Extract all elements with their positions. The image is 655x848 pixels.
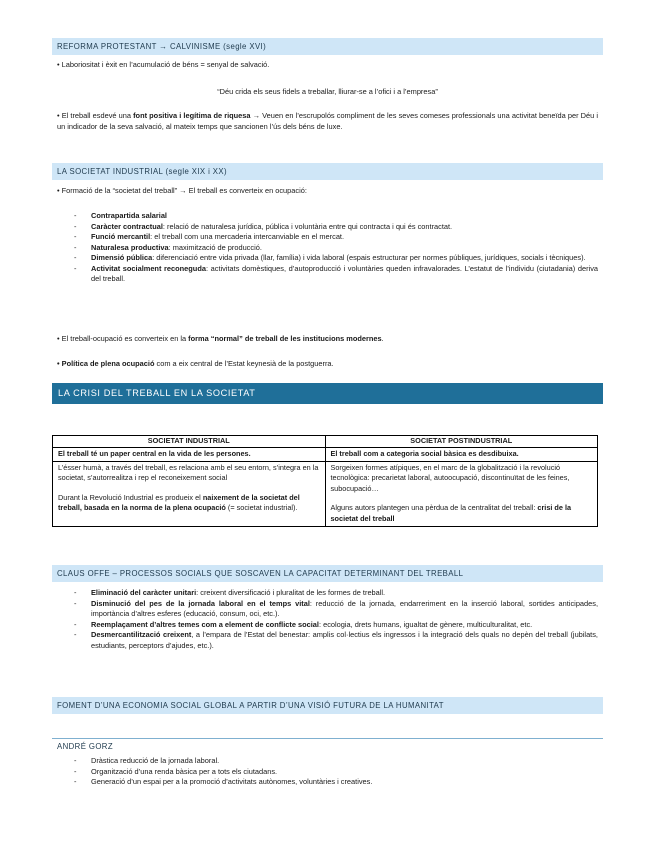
bullet-laboriositat: • Laboriositat i èxit en l’acumulació de béns = senyal de salvació. [57, 60, 270, 69]
list-item: - Dimensió pública: diferenciació entre vida privada (llar, família) i vida laboral (espais estructurar per normes públiques, jurídiques, socials i tècniques). [57, 253, 598, 264]
section-header-societat-industrial: LA SOCIETAT INDUSTRIAL (segle XIX i XX) [52, 163, 603, 180]
table-cell: El treball com a categoria social bàsica es desdibuixa. [325, 447, 598, 461]
bullet-treball-ocupacio: • El treball-ocupació es converteix en la forma “normal” de treball de les institucions modernes. [57, 334, 384, 343]
list-item: - Activitat socialment reconeguda: activitats domèstiques, d’autoproducció i voluntàries queden infravalorades. L’estatut de l’individu (ciutadania) deriva del treball. [57, 264, 598, 285]
list-item: - Eliminació del caràcter unitari: creixent diversificació i pluralitat de les formes de treball. [57, 588, 598, 599]
bullet-formacio: • Formació de la “societat del treball” → El treball es converteix en ocupació: [57, 186, 307, 195]
list-item: - Generació d’un espai per a la promoció d’activitats autònomes, voluntàries i creatives. [57, 777, 598, 788]
list-item: - Contrapartida salarial [57, 211, 598, 222]
table-cell: Sorgeixen formes atípiques, en el marc de la globalització i la revolució tecnològica: precarietat laboral, autoocupació, discontinuïtat de les feines, subocupació… Alguns autors plantegen una pèrdua de la centralitat del treball: crisi de la societat del treball [325, 462, 598, 527]
list-item: - Reemplaçament d’altres temes com a element de conflicte social: ecologia, drets humans, igualtat de gènere, multiculturalitat, etc. [57, 620, 598, 631]
list-item: - Desmercantilització creixent, a l’empara de l’Estat del benestar: amplis col·lectius els ingressos i la integració dels quals no depèn del treball (jubilats, estudiants, perceptors d’ajudes, etc.). [57, 630, 598, 651]
author-heading: ANDRÉ GORZ [52, 738, 603, 752]
list-item: - Organització d’una renda bàsica per a tots els ciutadans. [57, 767, 598, 778]
list-processos-socials [57, 588, 598, 651]
list-item: - Naturalesa productiva: maximització de producció. [57, 243, 598, 254]
list-item: - Disminució del pes de la jornada laboral en el temps vital: reducció de la jornada, endarreriment en la inserció laboral, sortides anticipades, importància d’altres esferes (educació, consum, oci, etc.). [57, 599, 598, 620]
section-header-crisi: LA CRISI DEL TREBALL EN LA SOCIETAT [52, 383, 603, 404]
section-header-claus-offe: CLAUS OFFE – PROCESSOS SOCIALS QUE SOSCAVEN LA CAPACITAT DETERMINANT DEL TREBALL [52, 565, 603, 582]
section-header-reforma: REFORMA PROTESTANT → CALVINISME (segle XVI) [52, 38, 603, 55]
comparison-table [52, 435, 598, 527]
table-cell: L’ésser humà, a través del treball, es relaciona amb el seu entorn, s’integra en la societat, s’autorrealitza i rep el reconeixement social Durant la Revolució Industrial es produeix el naixement de la societat del treball, basada en la norma de la plena ocupació (= societat industrial). [53, 462, 326, 527]
calvinism-quote: “Déu crida els seus fidels a treballar, lliurar-se a l’ofici i a l’empresa” [217, 87, 438, 96]
table-header-postindustrial: SOCIETAT POSTINDUSTRIAL [325, 436, 598, 448]
table-header-industrial: SOCIETAT INDUSTRIAL [53, 436, 326, 448]
section-header-foment: FOMENT D’UNA ECONOMIA SOCIAL GLOBAL A PARTIR D’UNA VISIÓ FUTURA DE LA HUMANITAT [52, 697, 603, 714]
list-caracteristiques [57, 211, 598, 285]
list-item: - Dràstica reducció de la jornada laboral. [57, 756, 598, 767]
list-item: - Funció mercantil: el treball com una mercaderia intercanviable en el mercat. [57, 232, 598, 243]
bullet-plena-ocupacio: • Política de plena ocupació com a eix central de l’Estat keynesià de la postguerra. [57, 359, 334, 368]
list-gorz [57, 756, 598, 788]
table-cell: El treball té un paper central en la vida de les persones. [53, 447, 326, 461]
bullet-font-positiva: • El treball esdevé una font positiva i legítima de riquesa → Veuen en l’escrupolós compliment de les seves comeses professionals una activitat beneïda per Déu i un indicador de la seva salvació, al mateix temps que sancionen l’ús dels béns de luxe. [57, 111, 599, 131]
list-item: - Caràcter contractual: relació de naturalesa jurídica, pública i voluntària entre qui contracta i qui és contractat. [57, 222, 598, 233]
